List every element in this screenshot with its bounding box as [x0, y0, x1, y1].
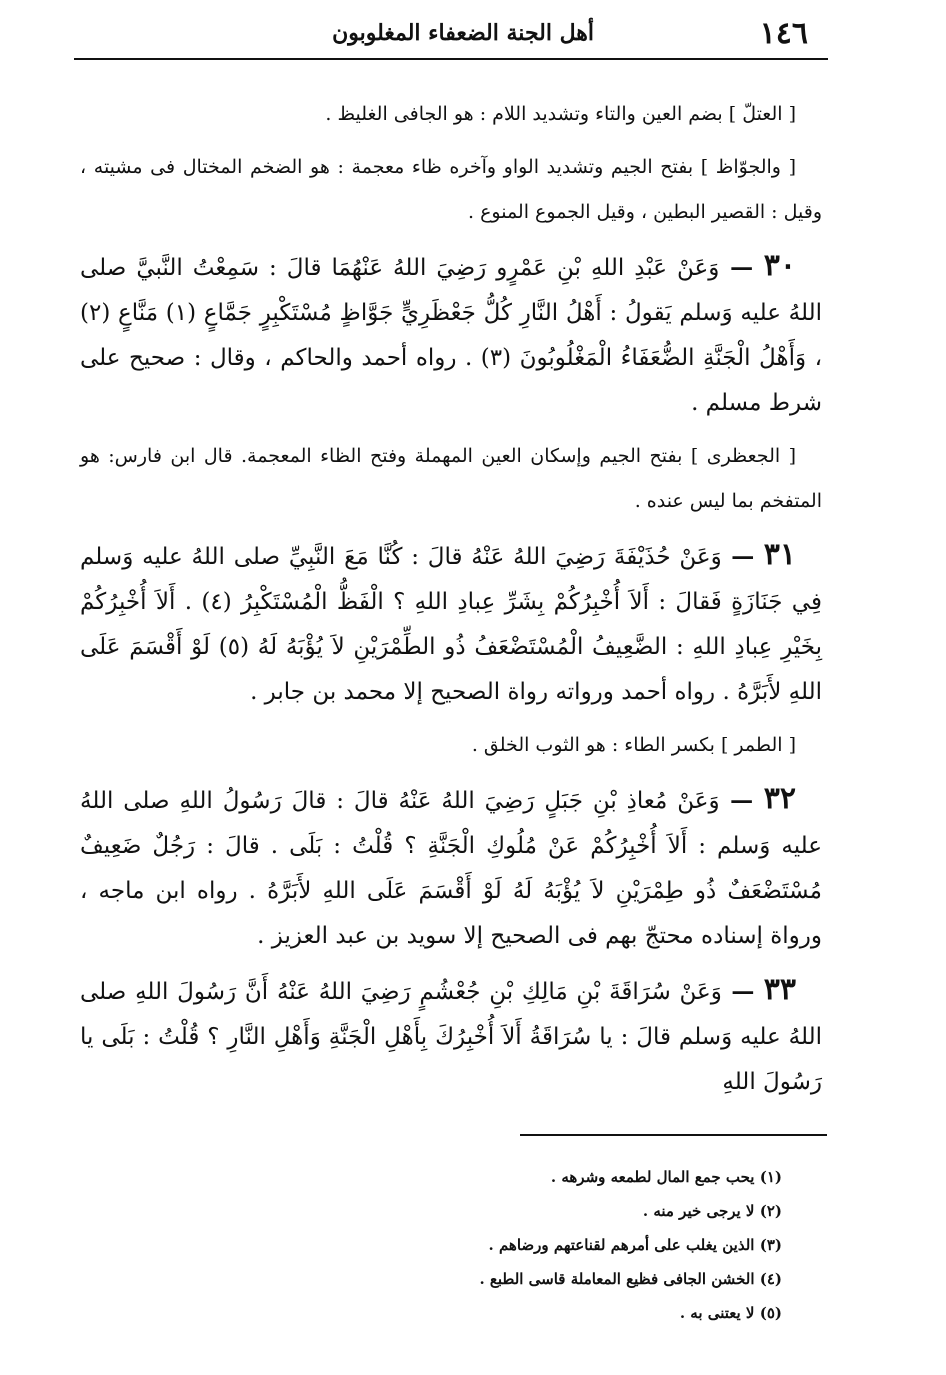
footnote-marker: (٢): [759, 1202, 782, 1220]
running-title: أهل الجنة الضعفاء المغلوبون: [332, 20, 594, 46]
footnote-marker: (٣): [759, 1236, 782, 1254]
hadith-dash: —: [719, 254, 764, 281]
hadith-number: ٣٠: [763, 248, 797, 283]
hadith-number: ٣٢: [763, 781, 797, 816]
footnotes: [80, 1160, 782, 1330]
main-text: [80, 92, 822, 1113]
footnote: [80, 1160, 782, 1194]
footnote-marker: (٥): [759, 1304, 782, 1322]
header-rule: [74, 58, 828, 60]
hadith-32: [80, 776, 822, 959]
footnote-text: الخشن الجافى فظيع المعاملة قاسى الطبع .: [479, 1270, 755, 1288]
footnote-separator: [520, 1134, 827, 1136]
hadith-text: وَعَنْ مُعاذِ بْنِ جَبَلٍ رَضِيَ اللهُ عَنْهُ قالَ : قالَ رَسُولُ اللهِ صلى اللهُ عليه وَسلم : أَلاَ أُخْبِرُكُمْ عَنْ مُلُوكِ الْجَنَّةِ ؟ قُلْتُ : بَلَى . قالَ : رَجُلٌ ضَعِيفٌ مُسْتَضْعَفٌ ذُو طِمْرَيْنِ لاَ يُؤْبَهُ لَهُ لَوْ أَقْسَمَ عَلَى اللهِ لأَبَرَّهُ . رواه ابن ماجه ، ورواة إسناده محتجّ بهم فى الصحيح إلا سويد بن عبد العزيز .: [80, 788, 822, 949]
hadith-number: ٣٣: [763, 972, 797, 1007]
page-header: [74, 10, 828, 52]
hadith-number: ٣١: [763, 537, 797, 572]
footnote-text: يحب جمع المال لطمعه وشرهه .: [550, 1168, 755, 1186]
hadith-dash: —: [721, 978, 764, 1005]
page-number: ١٤٦: [759, 16, 808, 51]
footnote-text: لا يعتنى به .: [679, 1304, 755, 1322]
gloss-jawwaz: [ والجوّاظ ] بفتح الجيم وتشديد الواو وآخره ظاء معجمة : هو الضخم المختال فى مشيته ، وقيل : القصير البطين ، وقيل الجموع المنوع .: [80, 156, 822, 223]
footnote-text: الذين يغلب على أمرهم لقناعتهم ورضاهم .: [488, 1236, 755, 1254]
footnote-marker: (١): [759, 1168, 782, 1186]
footnote: [80, 1228, 782, 1262]
hadith-dash: —: [719, 787, 764, 814]
hadith-30: [80, 243, 822, 426]
footnote: [80, 1262, 782, 1296]
gloss-atall: [ العتلّ ] بضم العين والتاء وتشديد اللام : هو الجافى الغليظ .: [325, 103, 796, 125]
footnote: [80, 1296, 782, 1330]
footnote: [80, 1194, 782, 1228]
hadith-text: وَعَنْ سُرَاقَةَ بْنِ مَالِكِ بْنِ جُعْشُمٍ رَضِيَ اللهُ عَنْهُ أَنَّ رَسُولَ اللهِ صلى اللهُ عليه وَسلم قالَ : يا سُرَاقَةُ أَلاَ أُخْبِرُكَ بِأَهْلِ الْجَنَّةِ وَأَهْلِ النَّارِ ؟ قُلْتُ : بَلَى يا رَسُولَ اللهِ: [80, 979, 822, 1095]
footnote-marker: (٤): [759, 1270, 782, 1288]
gloss-jazari: [ الجعظرى ] بفتح الجيم وإسكان العين المهملة وفتح الظاء المعجمة. قال ابن فارس: هو المتفخم بما ليس عنده .: [80, 445, 822, 512]
footnote-text: لا يرجى خير منه .: [642, 1202, 755, 1220]
hadith-text: وَعَنْ حُذَيْفَةَ رَضِيَ اللهُ عَنْهُ قالَ : كُنَّا مَعَ النَّبِيِّ صلى اللهُ عليه وَسلم فِي جَنَازَةٍ فَقالَ : أَلاَ أُخْبِرُكُمْ بِشَرِّ عِبادِ اللهِ ؟ الْفَظُّ الْمُسْتَكْبِرُ (٤) . أَلاَ أُخْبِرُكُمْ بِخَيْرِ عِبادِ اللهِ : الضَّعِيفُ الْمُسْتَضْعَفُ ذُو الطِّمْرَيْنِ لاَ يُؤْبَهُ لَهُ (٥) لَوْ أَقْسَمَ عَلَى اللهِ لأَبَرَّهُ . رواه أحمد ورواته رواة الصحيح إلا محمد بن جابر .: [80, 544, 822, 705]
hadith-31: [80, 532, 822, 715]
hadith-33: [80, 967, 822, 1105]
hadith-text: وَعَنْ عَبْدِ اللهِ بْنِ عَمْرٍو رَضِيَ اللهُ عَنْهُمَا قالَ : سَمِعْتُ النَّبيَّ صلى اللهُ عليه وَسلم يَقولُ : أَهْلُ النَّارِ كُلُّ جَعْظَرِيٍّ جَوَّاظٍ مُسْتَكْبِرٍ جَمَّاعٍ (١) مَنَّاعٍ (٢) ، وَأَهْلُ الْجَنَّةِ الضُّعَفَاءُ الْمَغْلُوبُونَ (٣) . رواه أحمد والحاكم ، وقال : صحيح على شرط مسلم .: [80, 255, 822, 416]
hadith-dash: —: [721, 543, 764, 570]
gloss-timr: [ الطمر ] بكسر الطاء : هو الثوب الخلق .: [471, 734, 796, 756]
